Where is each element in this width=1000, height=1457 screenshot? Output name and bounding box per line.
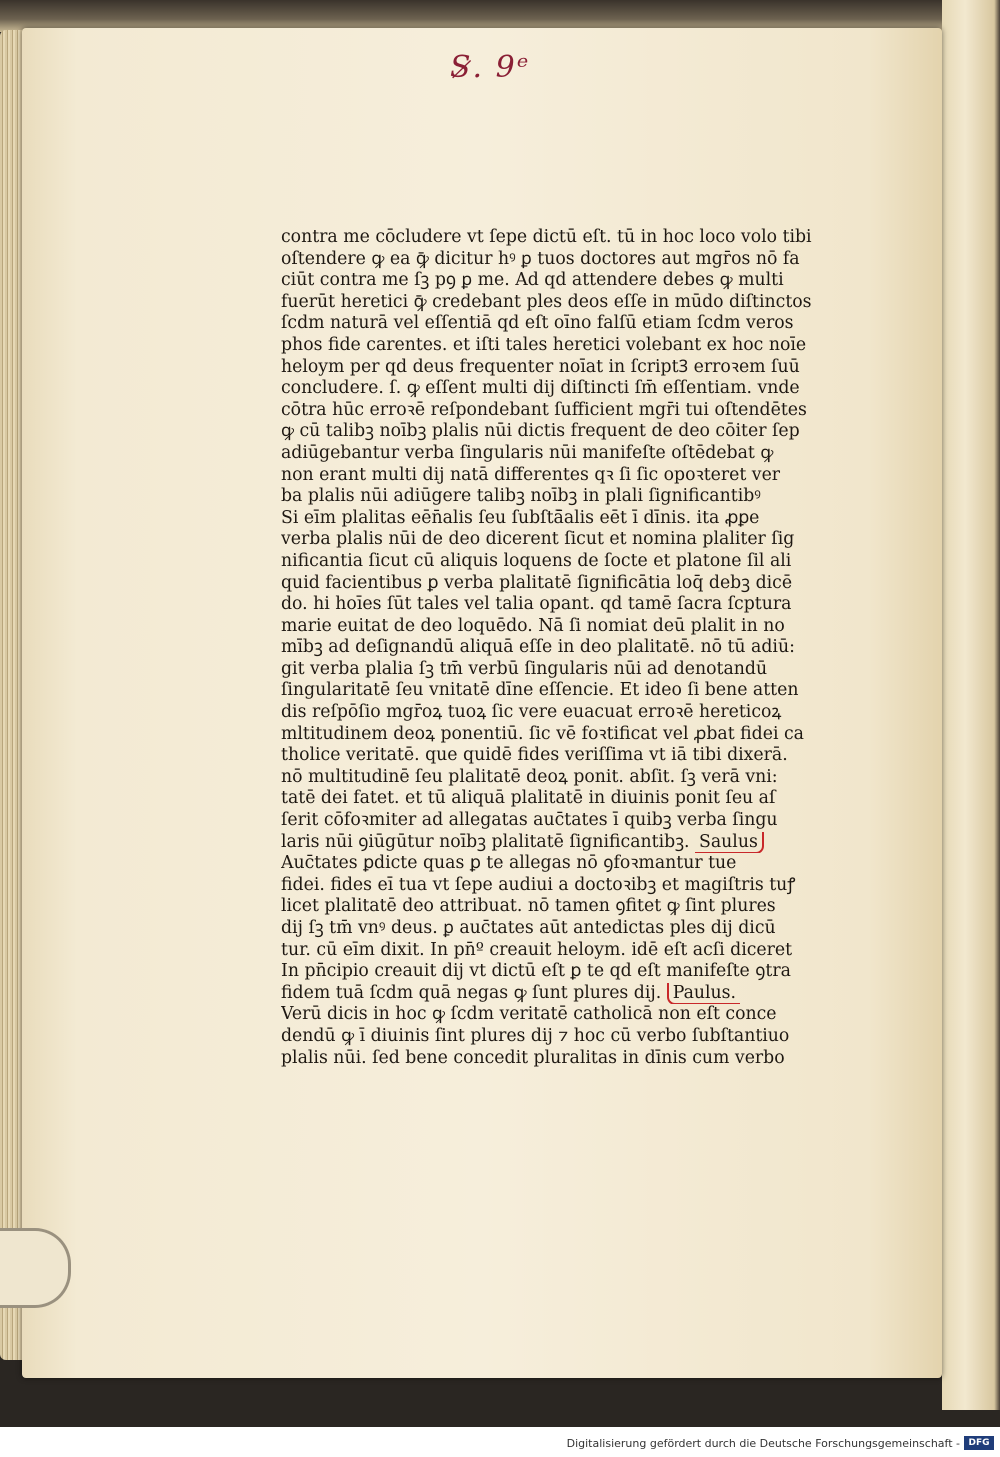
dfg-logo: DFG (964, 1436, 994, 1450)
text-line-26: nō multitudinē ſeu pl̄alitatē deoꝝ ponit. abſit. ſꝫ verā vni: (281, 766, 778, 787)
text-line-38: dendū ꝙ ī diuinis ſint plures dij ⁊ hoc cū verbo ſubſtantiuo (281, 1025, 790, 1046)
text-line-15: verba pl̄alis nūi de deo dicerent̄ ſicut et nomina pl̄aliter ſig (281, 529, 795, 550)
text-line-10: ꝙ cū talibꝫ noībꝫ pl̄alis nūi dictis frequent̄ de deo cōiter ſep (281, 421, 800, 442)
text-line-3: ciūt contra me ſꝫ pꝯ ꝑ me. Ad qd̄ attendere debes ꝙ multi (281, 270, 784, 291)
text-line-5: ſcd̄m naturā vel eſſentiā qd̄ eſt oīno falſū etiam ſcd̄m veros (281, 313, 794, 334)
text-line-29 (281, 832, 821, 854)
text-line-30-body: Auc̄tates ꝑdicte quas ꝑ te allegas nō ꝯfoꝛmantur tue (281, 853, 737, 874)
text-line-33: dij ſꝫ tm̄ vnꝰ deus. ꝑ auc̄tates aūt antedictas pl̄es dij dicū (281, 918, 776, 938)
text-line-8: concludere. ſ. ꝙ eſſent multi dij diſtincti ſm̄ eſſentiam. vnde (281, 378, 800, 399)
text-line-24: mltitudinem deoꝝ ponentiū. ſic vē foꝛtificat vel ꝓbat fidei ca (281, 723, 804, 744)
text-line-4: fuerūt heretici ꝙ̄ credebant pl̄es deos eſſe in mūdo diſtinctos (281, 291, 812, 312)
text-line-29-body: laris nūi ꝯiūgūtur noībꝫ pl̄alitatē ſignificantibꝫ. (281, 831, 690, 852)
text-line-21: git verba pl̄alia ſꝫ tm̄ verbū ſingularis nūi ad denotandū (281, 658, 768, 679)
text-line-20: mībꝫ ad deſignandū aliquā eſſe in deo pl̄alitatē. nō tū adiū: (281, 637, 795, 658)
rubric-paulus-2: Paulus. (667, 983, 740, 1005)
text-line-36 (281, 983, 821, 1005)
text-line-23: dis reſpōſio mgr̄oꝝ tuoꝝ ſic vere euacuat erroꝛē hereticoꝝ (281, 702, 782, 723)
text-line-19: marie euitat de deo loquēdo. Nā ſi nomiat deū pl̄alit in no (281, 615, 785, 636)
funding-credit: Digitalisierung gefördert durch die Deutsche Forschungsgemeinschaft - (566, 1437, 960, 1450)
text-line-9: cōtra hūc erroꝛē reſpondebant ſufficient̄ mgr̄i tui oſtendētes (281, 399, 807, 420)
text-line-16: nificantia ſicut cū aliquis loquens de ſocte et platone ſil̄ ali (281, 550, 792, 571)
text-line-12: non erant multi dij natā differentes qꝛ ſi ſic opoꝛteret ver (281, 464, 781, 485)
right-page-edge (942, 0, 1000, 1410)
text-line-17: quid facientibus ꝑ verba pl̄alitatē ſignificātia loq̄ debꝫ dicē (281, 572, 793, 593)
text-line-36-body: fidem tuā ſcd̄m quā negas ꝙ ſunt plures dij. (281, 982, 662, 1003)
text-line-31: fidei. fides eī tua vt ſepe audiui a doctoꝛibꝫ et magiſtris tuꝭ (281, 874, 796, 895)
text-line-1: contra me cōcludere vt ſepe dictū eſt. tū in hoc loco volo tibi (281, 227, 812, 247)
text-line-32: licet pl̄alitatē deo attribuat. nō tamen ꝯfitet̄ ꝙ ſint plures (281, 896, 776, 917)
text-line-7: heloym per qd̄ deus frequenter noīat̄ in ſcriptꝪ erroꝛem ſuū (281, 356, 800, 377)
text-line-22: ſingularitatē ſeu vnitatē dīne eſſencie. Et ideo ſi bene atten (281, 680, 799, 701)
shelfmark: S̷. 9ᵉ (450, 50, 531, 85)
text-line-35: In pn̄cipio creauit dij vt dictū eſt ꝑ te qd̄ eſt manifeſte ꝯtra (281, 961, 791, 982)
text-line-2: oſtendere ꝙ ea ꝙ̄ dicitur hꝰ ꝑ tuos doctores aut mgr̄os nō fa (281, 248, 800, 269)
incunabula-text-block (281, 227, 821, 1069)
rubric-saulus-1: Saulus (695, 832, 764, 854)
text-line-30 (281, 853, 821, 875)
text-line-34: tur. cū eīm dixit. In pn̄º creauit heloym. idē eſt acſi diceret (281, 939, 793, 960)
book-clasp-marker (0, 1228, 71, 1308)
text-line-37: Verū dicis in hoc ꝙ ſcd̄m veritatē catholicā non eſt conce (281, 1004, 777, 1025)
text-line-13: ba pl̄alis nūi adiūgere talibꝫ noībꝫ in pl̄ali ſignificantibꝰ (281, 486, 761, 507)
text-line-27: tatē dei fatet̄. et tū aliquā pl̄alitatē in diuinis ponit ſeu aſ (281, 788, 776, 809)
text-line-14: Si eīm pl̄alitas eēn̄alis ſeu ſubſtā̄alis eēt ī dīnis. ita ꝓꝑe (281, 507, 760, 528)
text-line-11: adiūgebantur verba ſingularis nūi manifeſte oſtēdebat̄ ꝙ (281, 442, 774, 463)
text-line-39: pl̄alis nūi. ſed bene concedit̄ pluralitas in dīnis cum verbo (281, 1047, 785, 1068)
text-line-28: ſerit cōfoꝛmiter ad allegatas auc̄tates ī quibꝫ verba ſingu (281, 810, 778, 831)
text-line-18: do. hi hoīes ſūt tales vel talia opant̄. qd̄ tamē ſacra ſcptura (281, 594, 792, 615)
text-line-25: tholice veritatē. que quidē fides veriſſima vt iā tibi dixerā. (281, 745, 788, 766)
text-line-6: phos fide carentes. et iſti tales heretici volebant ex hoc noīe (281, 334, 807, 355)
